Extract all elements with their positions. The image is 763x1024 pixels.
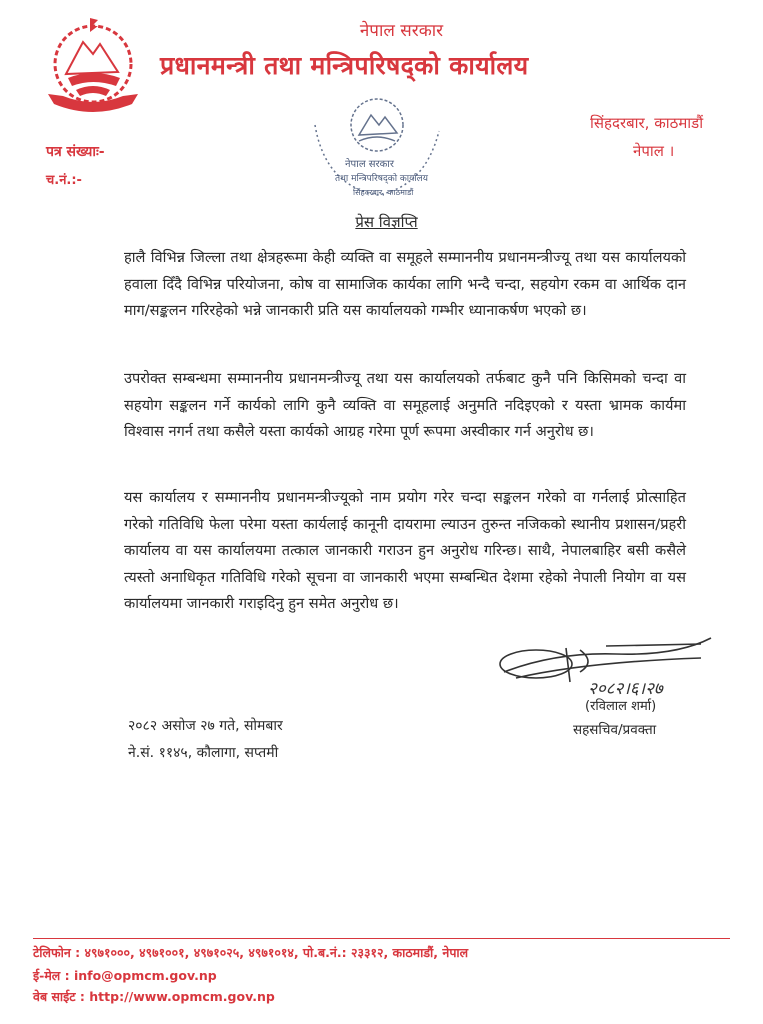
reference-number-label: पत्र संख्याः-	[46, 144, 105, 160]
address-line-1: सिंहदरबार, काठमाडौं	[590, 114, 704, 132]
document-title: प्रेस विज्ञप्ति	[355, 213, 418, 231]
office-seal-stamp-icon	[305, 95, 445, 200]
svg-text:सिंहदरबार, काठमाडौं: सिंहदरबार, काठमाडौं	[353, 188, 414, 197]
date-bikram-sambat: २०८२ असोज २७ गते, सोमबार	[128, 718, 283, 734]
svg-text:२०८२।६।२७: २०८२।६।२७	[588, 679, 663, 699]
paragraph-3: यस कार्यालय र सम्माननीय प्रधानमन्त्रीज्यूको नाम प्रयोग गरेर चन्दा सङ्कलन गरेको वा गर्नलाई प्रोत्साहित गरेको गतिविधि फेला परेमा यस्ता कार्यलाई कानूनी दायरामा ल्याउन तुरुन्त नजिकको स्थानीय प्रशासन/प्रहरी कार्यालय वा यस कार्यालयमा तत्काल जानकारी गराउन हुन अनुरोध गरिन्छ। साथै, नेपालबाहिर बसी कसैले त्यस्तो अनाधिकृत गतिविधि गरेको सूचना वा जानकारी भएमा सम्बन्धित देशमा रहेको नेपाली नियोग वा यस कार्यालयमा जानकारी गराइदिनु हुन समेत अनुरोध छ।	[124, 489, 686, 612]
footer-email[interactable]: ई-मेल : info@opmcm.gov.np	[33, 968, 217, 983]
footer-divider	[33, 938, 730, 939]
paragraph-1: हालै विभिन्न जिल्ला तथा क्षेत्रहरूमा केही व्यक्ति वा समूहले सम्माननीय प्रधानमन्त्रीज्यू तथा यस कार्यालयको हवाला दिँदै विभिन्न परियोजना, कोष वा सामाजिक कार्यका लागि भन्दै चन्दा, सहयोग रकम वा आर्थिक दान माग/सङ्कलन गरिरहेको भन्ने जानकारी प्रति यस कार्यालयको गम्भीर ध्यानाकर्षण भएको छ।	[124, 249, 686, 319]
svg-text:तथा मन्त्रिपरिषद्को कार्यालय: तथा मन्त्रिपरिषद्को कार्यालय	[335, 174, 429, 184]
signatory-name: (रविलाल शर्मा)	[585, 699, 657, 714]
government-label: नेपाल सरकार	[359, 21, 444, 41]
office-name: प्रधानमन्त्री तथा मन्त्रिपरिषद्को कार्यालय	[160, 51, 529, 80]
footer-website[interactable]: वेब साईट : http://www.opmcm.gov.np	[33, 989, 275, 1004]
date-nepal-sambat: ने.सं. ११४५, कौलागा, सप्तमी	[128, 745, 279, 761]
signatory-title: सहसचिव/प्रवक्ता	[573, 722, 657, 738]
footer-phone: टेलिफोन : ४९७१०००, ४९७१००१, ४९७१०२५, ४९७१०१४, पो.ब.नं.: २३३१२, काठमाडौं, नेपाल	[33, 945, 469, 960]
address-line-2: नेपाल ।	[633, 142, 675, 160]
dispatch-number-label: च.नं.:-	[46, 173, 82, 188]
svg-text:नेपाल सरकार: नेपाल सरकार	[345, 159, 394, 170]
paragraph-2: उपरोक्त सम्बन्धमा सम्माननीय प्रधानमन्त्रीज्यू तथा यस कार्यालयको तर्फबाट कुनै पनि किसिमको चन्दा वा सहयोग सङ्कलन गर्ने कार्यको लागि कुनै व्यक्ति वा समूहलाई अनुमति नदिइएको र यस्ता भ्रामक कार्यमा विश्वास नगर्न तथा कसैले यस्ता कार्यको आग्रह गरेमा पूर्ण रूपमा अस्वीकार गर्न अनुरोध छ।	[124, 370, 686, 440]
